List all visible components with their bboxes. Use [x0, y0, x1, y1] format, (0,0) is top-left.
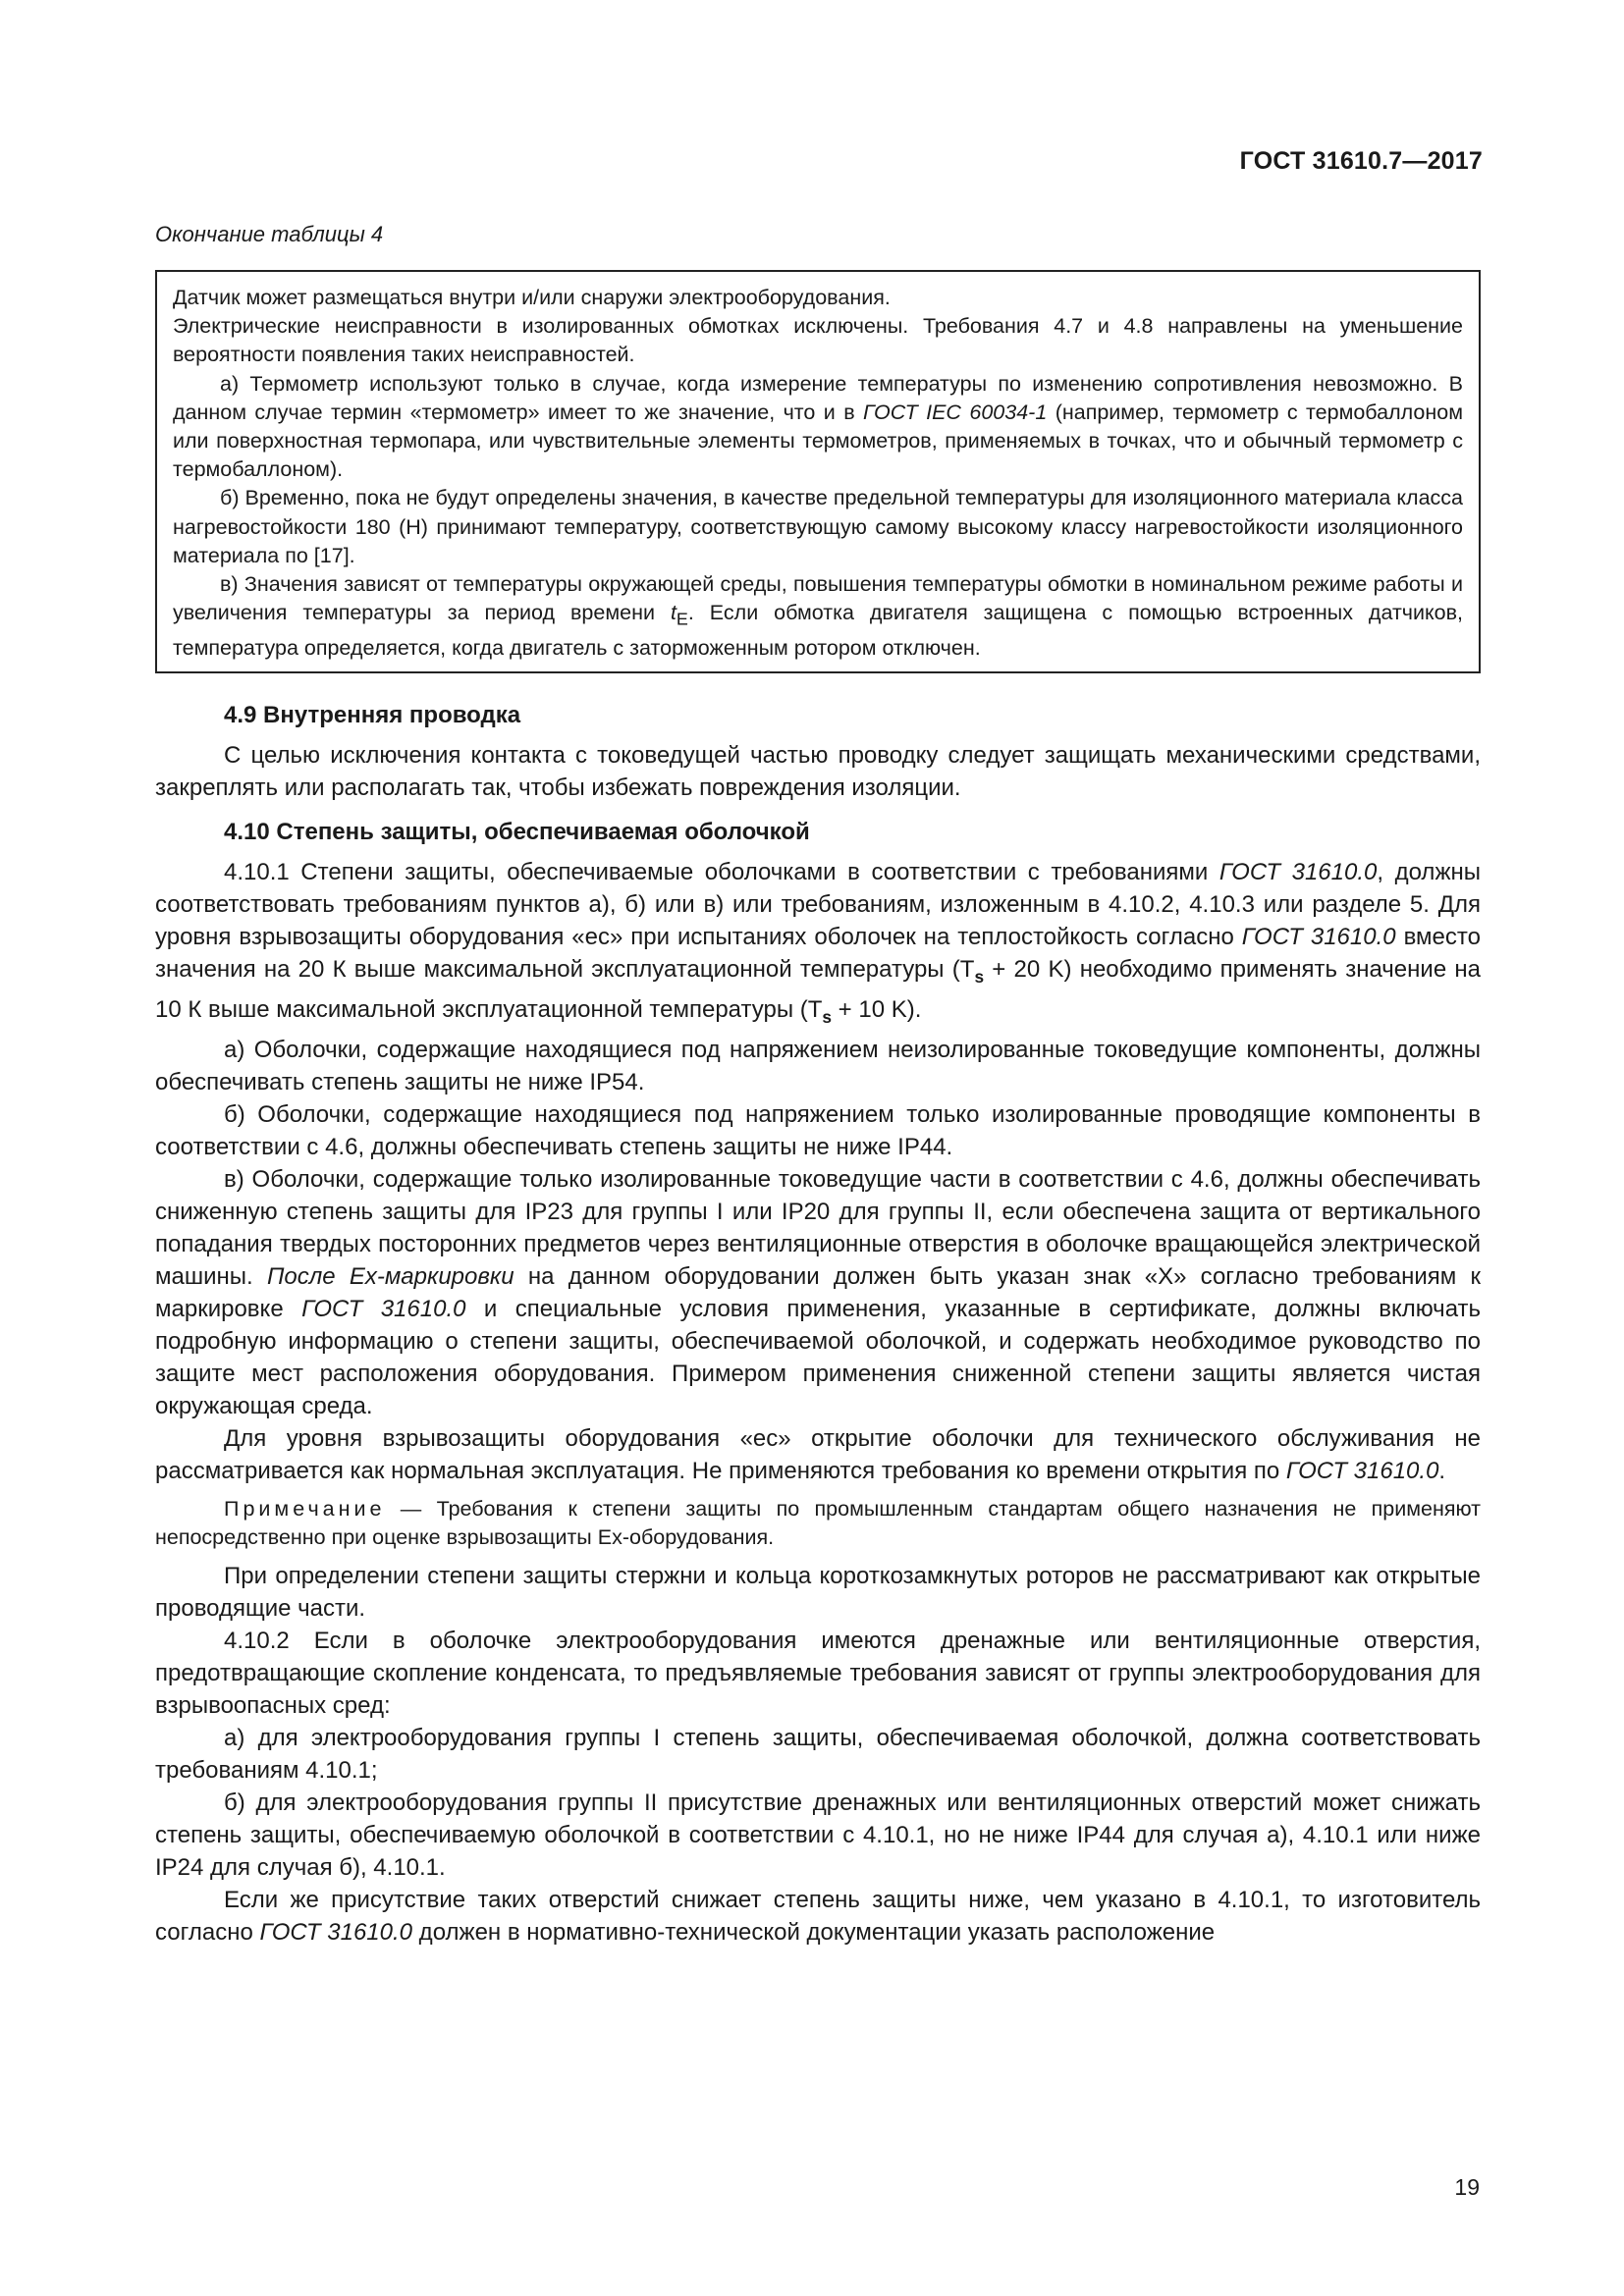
note-item-a-text: а) Термометр используют только в случае, когда измерение температуры по изменению сопротивления невозможно. В данном случае термин «термометр» имеет то же значение, что и в [173, 371, 1463, 424]
standard-reference: ГОСТ 31610.0 [301, 1295, 466, 1322]
paragraph-4-10-2-a: а) для электрооборудования группы I степень защиты, обеспечиваемая оболочкой, должна соответствовать требованиям 4.10.1; [155, 1724, 1481, 1784]
text-run: должен в нормативно-технической документации указать расположение [412, 1918, 1216, 1946]
subscript: s [974, 966, 985, 987]
text-run: вместо значения на 20 К выше максимальной эксплуатационной температуры (T [155, 924, 1481, 983]
note-item-b: б) Временно, пока не будут определены значения, в качестве предельной температуры для изоляционного материала класса нагревостойкости 180 (H) принимают температуру, соответствующую самому высокому классу нагревостойкости изоляционного материала по [17]. [173, 486, 1463, 567]
note-label: Примечание [224, 1496, 386, 1521]
table-continuation-caption: Окончание таблицы 4 [155, 222, 384, 246]
document-code: ГОСТ 31610.7—2017 [1239, 147, 1483, 175]
text-run: Для уровня взрывозащиты оборудования «ес» открытие оболочки для технического обслуживания не рассматривается как нормальная эксплуатация. Не применяются требования ко времени открытия по [155, 1424, 1481, 1484]
standard-reference: ГОСТ 31610.0 [1218, 859, 1378, 885]
time-variable-subscript: E [676, 609, 688, 629]
text-run: и специальные условия применения, указанные в сертификате, должны включать подробную информацию о степени защиты, обеспечиваемой оболочкой, и содержать необходимое руководство по защите мест расположения оборудования. Примером применения сниженной степени защиты является чистая окружающая среда. [155, 1295, 1482, 1419]
text-run: 4.10.1 Степени защиты, обеспечиваемые оболочками в соответствии с требованиями [224, 859, 1219, 885]
note-item-a [173, 370, 1463, 485]
time-variable: t [670, 601, 677, 625]
section-4-9-paragraph: С целью исключения контакта с токоведущей частью проводку следует защищать механическими средствами, закреплять или располагать так, чтобы избежать повреждения изоляции. [155, 742, 1481, 801]
paragraph-4-10-2: 4.10.2 Если в оболочке электрооборудования имеются дренажные или вентиляционные отверстия, предотвращающие скопление конденсата, то предъявляемые требования зависят от группы электрооборудования для взрывоопасных сред: [155, 1627, 1481, 1719]
note-item-c [173, 570, 1463, 663]
text-run: Если же присутствие таких отверстий снижает степень защиты ниже, чем указано в 4.10.1, то изготовитель согласно [155, 1886, 1481, 1946]
paragraph-item-a: а) Оболочки, содержащие находящиеся под напряжением неизолированные токоведущие компоненты, должны обеспечивать степень защиты не ниже IP54. [155, 1036, 1481, 1095]
text-run: в) Оболочки, содержащие только изолированные токоведущие части в соответствии с 4.6, должны обеспечивать сниженную степень защиты для IP23 для группы I или IP20 для группы II, если обеспечена защита от вертикального попадания твердых посторонних предметов через вентиляционные отверстия в оболочке вращающейся электрической машины. [155, 1165, 1481, 1290]
standard-reference: ГОСТ 31610.0 [259, 1918, 413, 1946]
note-item-c-text: в) Значения зависят от температуры окружающей среды, повышения температуры обмотки в номинальном режиме работы и увеличения температуры за период времени [173, 572, 1463, 625]
paragraph-4-10-2-b: б) для электрооборудования группы II присутствие дренажных или вентиляционных отверстий может снижать степень защиты, обеспечиваемую оболочкой в соответствии с 4.10.1, но не ниже IP44 для случая а), 4.10.1 или ниже IP24 для случая б), 4.10.1. [155, 1789, 1481, 1881]
text-run: + 20 K) необходимо применять значение на 10 К выше максимальной эксплуатационной температуры (T [155, 956, 1481, 1023]
standard-reference: ГОСТ 31610.0 [1241, 924, 1396, 950]
standard-reference: ГОСТ 31610.0 [1285, 1457, 1439, 1484]
page-number: 19 [1454, 2174, 1480, 2200]
note-text: — Требования к степени защиты по промышленным стандартам общего назначения не применяют непосредственно при оценке взрывозащиты Ex-оборудования. [155, 1496, 1481, 1549]
note-line-1: Датчик может размещаться внутри и/или снаружи электрооборудования. [173, 286, 891, 309]
main-content [155, 699, 1481, 1949]
paragraph-maintenance [155, 1422, 1481, 1487]
section-heading-4-10: 4.10 Степень защиты, обеспечиваемая оболочкой [224, 819, 810, 845]
text-run: на данном оборудовании должен быть указан знак «X» согласно требованиям к маркировке [155, 1262, 1481, 1322]
paragraph-rotor-bars: При определении степени защиты стержни и кольца короткозамкнутых роторов не рассматривают как открытые проводящие части. [155, 1562, 1481, 1622]
note-line-2: Электрические неисправности в изолированных обмотках исключены. Требования 4.7 и 4.8 направлены на уменьшение вероятности появления таких неисправностей. [173, 314, 1463, 367]
paragraph-4-10-1 [155, 856, 1481, 1034]
paragraph-4-10-2-tail [155, 1884, 1481, 1949]
text-run: . [1438, 1457, 1446, 1484]
italic-term: После Ex-маркировки [266, 1262, 514, 1290]
note-item-a-text-end: (например, термометр с термобаллоном или поверхностная термопара, или чувствительные элементы термометров, применяемых в точках, что и обычный термометр с термобаллоном). [173, 400, 1463, 482]
text-run: , должны соответствовать требованиям пунктов а), б) или в) или требованиям, изложенным в 4.10.2, 4.10.3 или разделе 5. Для уровня взрывозащиты оборудования «ес» при испытаниях оболочек на теплостойкость согласно [155, 859, 1481, 950]
note-item-c-text-end: . Если обмотка двигателя защищена с помощью встроенных датчиков, температура определяется, когда двигатель с заторможенным ротором отключен. [173, 601, 1464, 660]
text-run: + 10 K). [832, 995, 922, 1023]
note-paragraph [155, 1495, 1481, 1552]
table-note-box [155, 270, 1481, 673]
paragraph-item-c [155, 1163, 1481, 1422]
section-heading-4-9: 4.9 Внутренняя проводка [224, 702, 521, 728]
standard-reference: ГОСТ IEC 60034-1 [863, 400, 1048, 424]
subscript: s [822, 1006, 833, 1027]
paragraph-item-b: б) Оболочки, содержащие находящиеся под напряжением только изолированные проводящие компоненты в соответствии с 4.6, должны обеспечивать степень защиты не ниже IP44. [155, 1100, 1481, 1160]
